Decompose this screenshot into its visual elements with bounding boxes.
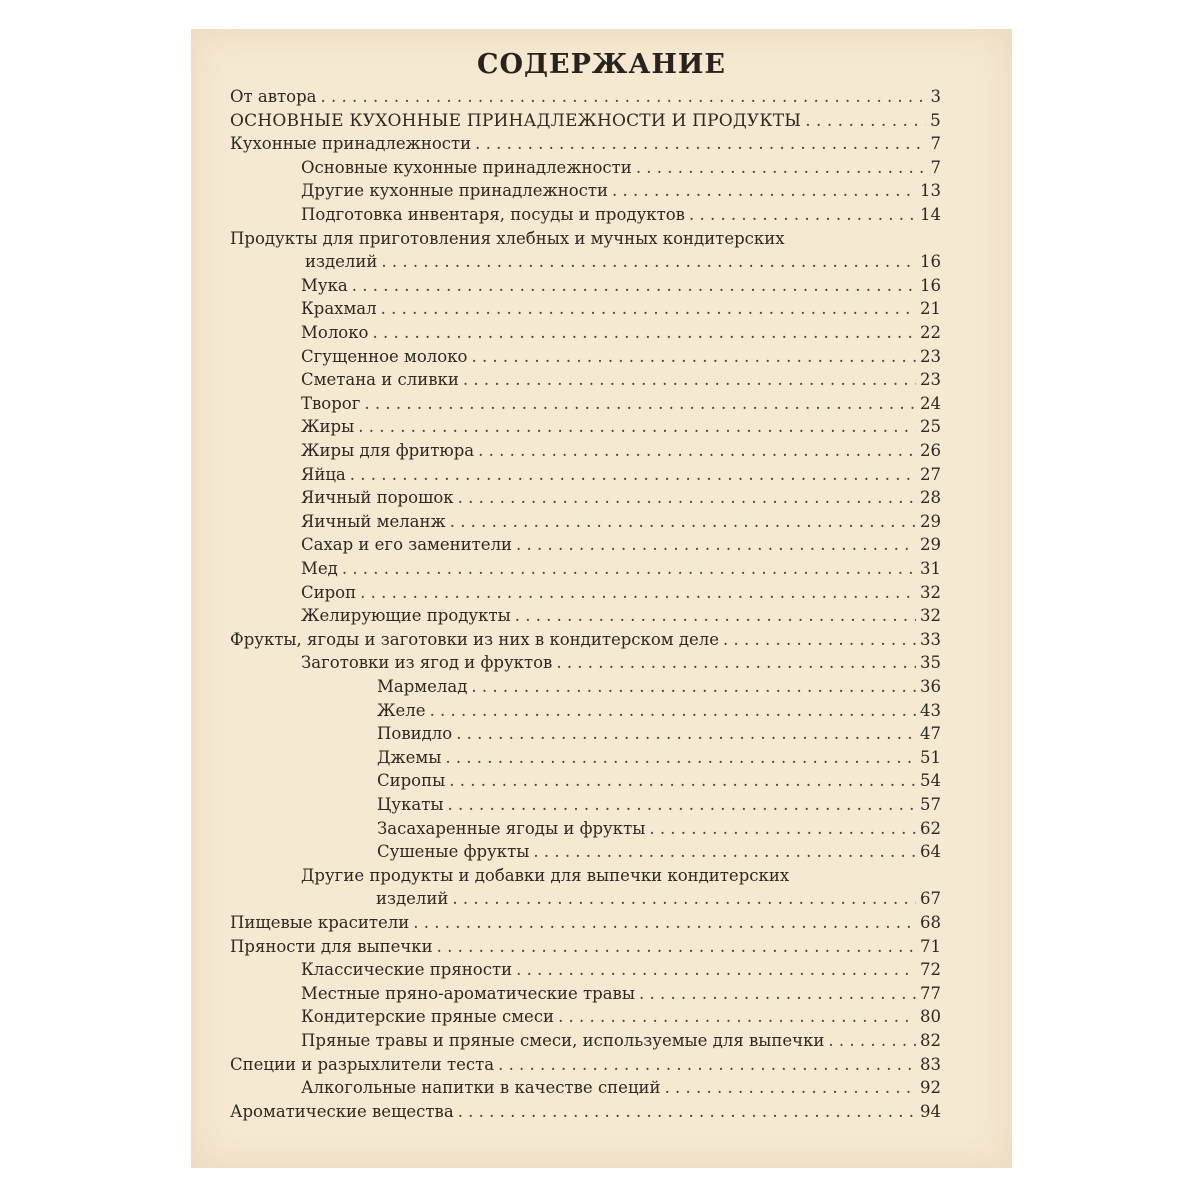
- leader-dots: [665, 1078, 916, 1097]
- leader-dots: [636, 158, 927, 177]
- leader-dots: [456, 724, 916, 743]
- toc-entry-label: Крахмал: [301, 299, 377, 319]
- leader-dots: [558, 1007, 916, 1026]
- leader-dots: [471, 347, 916, 366]
- toc-entry-label: Желирующие продукты: [301, 606, 511, 626]
- toc-page-number: 29: [920, 535, 941, 555]
- leader-dots: [445, 748, 916, 767]
- leader-dots: [458, 1102, 916, 1121]
- leader-dots: [533, 842, 916, 861]
- toc-page-number: 5: [929, 110, 941, 131]
- toc-entry-label: Творог: [301, 393, 361, 413]
- leader-dots: [364, 394, 916, 413]
- toc-entry-label: Подготовка инвентаря, посуды и продуктов: [301, 205, 685, 224]
- toc-entry-label: Пищевые красители: [230, 913, 410, 932]
- toc-entry-label: Кондитерские пряные смеси: [301, 1007, 555, 1027]
- toc-entry-label: Другие кухонные принадлежности: [301, 181, 609, 201]
- toc-page-number: 32: [920, 606, 941, 626]
- leader-dots: [413, 913, 916, 932]
- toc-page-number: 23: [920, 346, 941, 366]
- toc-entry-label: Жиры: [301, 417, 355, 437]
- toc-page-number: 80: [920, 1007, 941, 1027]
- leader-dots: [475, 134, 926, 153]
- book-page: [191, 29, 1012, 1168]
- toc-page-number: 14: [920, 205, 941, 224]
- toc-entry-label: Местные пряно-ароматические травы: [301, 983, 635, 1003]
- toc-page-number: 77: [920, 983, 941, 1003]
- toc-page-number: 13: [920, 181, 941, 201]
- toc-page-number: 43: [920, 700, 941, 720]
- toc-entry-label: Засахаренные ягоды и фрукты: [377, 818, 646, 838]
- toc-entry-label-continuation: изделий: [305, 252, 378, 272]
- leader-dots: [321, 87, 927, 106]
- leader-dots: [556, 653, 916, 672]
- toc-entry-label: Алкогольные напитки в качестве специй: [301, 1078, 661, 1098]
- leader-dots: [381, 299, 916, 318]
- leader-dots: [516, 960, 916, 979]
- leader-dots: [516, 535, 916, 554]
- toc-page-number: 16: [920, 275, 941, 295]
- toc-page-number: 67: [920, 889, 941, 909]
- toc-page-number: 68: [920, 913, 941, 932]
- toc-entry-label: Классические пряности: [301, 960, 513, 980]
- leader-dots: [649, 819, 916, 838]
- toc-page-number: 83: [920, 1054, 941, 1074]
- leader-dots: [448, 795, 916, 814]
- toc-page-number: 62: [920, 818, 941, 838]
- toc-entry-label: Сушеные фрукты: [377, 842, 530, 862]
- toc-page-number: 28: [920, 488, 941, 508]
- leader-dots: [373, 323, 917, 342]
- leader-dots: [458, 488, 916, 507]
- leader-dots: [450, 512, 916, 531]
- toc-page-number: 27: [920, 464, 941, 484]
- toc-entry-label: Основные кухонные принадлежности: [301, 157, 632, 177]
- toc-page-number: 57: [920, 795, 941, 814]
- toc-entry-label: Заготовки из ягод и фруктов: [301, 653, 553, 673]
- leader-dots: [828, 1031, 916, 1050]
- toc-page-number: 54: [920, 771, 941, 791]
- toc-page-number: 26: [920, 441, 941, 460]
- leader-dots: [437, 937, 916, 956]
- leader-dots: [430, 701, 916, 720]
- toc-entry-label: Специи и разрыхлители теста: [230, 1054, 495, 1074]
- leader-dots: [381, 252, 916, 271]
- toc-entry-label: Мука: [301, 275, 348, 295]
- toc-entry-label: Сиропы: [377, 771, 446, 791]
- toc-entry-label: Джемы: [377, 747, 442, 767]
- toc-page-number: 16: [920, 252, 941, 272]
- toc-page-number: 3: [930, 87, 941, 106]
- toc-page-number: 31: [920, 559, 941, 578]
- leader-dots: [449, 771, 916, 790]
- leader-dots: [612, 181, 916, 200]
- toc-entry-label: Сметана и сливки: [301, 370, 459, 390]
- toc-entry-label: Продукты для приготовления хлебных и мучных кондитерских: [230, 228, 785, 248]
- toc-entry-label: Желе: [377, 700, 426, 720]
- toc-entry-label: Фрукты, ягоды и заготовки из них в кондитерском деле: [230, 629, 720, 649]
- leader-dots: [478, 441, 916, 460]
- toc-page-number: 7: [930, 157, 941, 177]
- toc-entry-label: Пряные травы и пряные смеси, используемые для выпечки: [301, 1031, 825, 1050]
- toc-entry-label: Пряности для выпечки: [230, 936, 433, 956]
- toc-entry-label: ОСНОВНЫЕ КУХОННЫЕ ПРИНАДЛЕЖНОСТИ И ПРОДУКТЫ: [230, 110, 802, 131]
- leader-dots: [515, 606, 916, 625]
- toc-entry-label: Кухонные принадлежности: [230, 134, 472, 154]
- leader-dots: [498, 1055, 916, 1074]
- toc-page-number: 51: [920, 747, 941, 767]
- toc-entry-label: Повидло: [377, 724, 453, 744]
- toc-page-number: 72: [920, 960, 941, 980]
- toc-page-number: 94: [920, 1101, 941, 1121]
- toc-entry-label: Сироп: [301, 582, 357, 602]
- toc-page-number: 33: [920, 629, 941, 649]
- toc-entry-label: Мед: [301, 559, 338, 578]
- toc-page-number: 23: [920, 370, 941, 390]
- toc-entry-label: Яйца: [301, 464, 346, 484]
- leader-dots: [358, 417, 916, 436]
- toc-page-number: 21: [920, 299, 941, 319]
- toc-page-number: 82: [920, 1031, 941, 1050]
- leader-dots: [342, 559, 916, 578]
- toc-page-number: 36: [920, 677, 941, 696]
- leader-dots: [360, 583, 916, 602]
- leader-dots: [350, 465, 916, 484]
- toc-entry-label: От автора: [230, 87, 317, 106]
- toc-page-number: 64: [920, 842, 941, 862]
- leader-dots: [452, 889, 916, 908]
- leader-dots: [805, 111, 926, 131]
- leader-dots: [723, 630, 916, 649]
- toc-entry-label: Сгущенное молоко: [301, 346, 468, 366]
- toc-entry-label: Другие продукты и добавки для выпечки кондитерских: [301, 865, 790, 885]
- toc-page-number: 25: [920, 417, 941, 437]
- toc-entry-label: Яичный меланж: [301, 511, 446, 531]
- toc-entry-label: Жиры для фритюра: [301, 441, 475, 460]
- page-title: СОДЕРЖАНИЕ: [477, 49, 726, 80]
- table-of-contents: [191, 29, 1012, 1168]
- toc-entry-label: Цукаты: [377, 795, 444, 814]
- leader-dots: [639, 984, 916, 1003]
- toc-page-number: 29: [920, 511, 941, 531]
- toc-page-number: 7: [930, 134, 941, 154]
- leader-dots: [471, 677, 916, 696]
- toc-entry-label: Сахар и его заменители: [301, 535, 513, 555]
- leader-dots: [463, 370, 916, 389]
- toc-entry-label: Мармелад: [377, 677, 468, 696]
- leader-dots: [689, 205, 916, 224]
- toc-entry-label: Ароматические вещества: [230, 1101, 454, 1121]
- toc-page-number: 47: [920, 724, 941, 744]
- toc-entry-label: Молоко: [301, 323, 369, 342]
- toc-page-number: 24: [920, 393, 941, 413]
- toc-page-number: 32: [920, 582, 941, 602]
- toc-page-number: 22: [920, 323, 941, 342]
- toc-page-number: 35: [920, 653, 941, 673]
- toc-entry-label: Яичный порошок: [301, 488, 454, 508]
- leader-dots: [352, 276, 916, 295]
- toc-page-number: 71: [920, 936, 941, 956]
- toc-page-number: 92: [920, 1078, 941, 1098]
- toc-entry-label-continuation: изделий: [376, 889, 449, 909]
